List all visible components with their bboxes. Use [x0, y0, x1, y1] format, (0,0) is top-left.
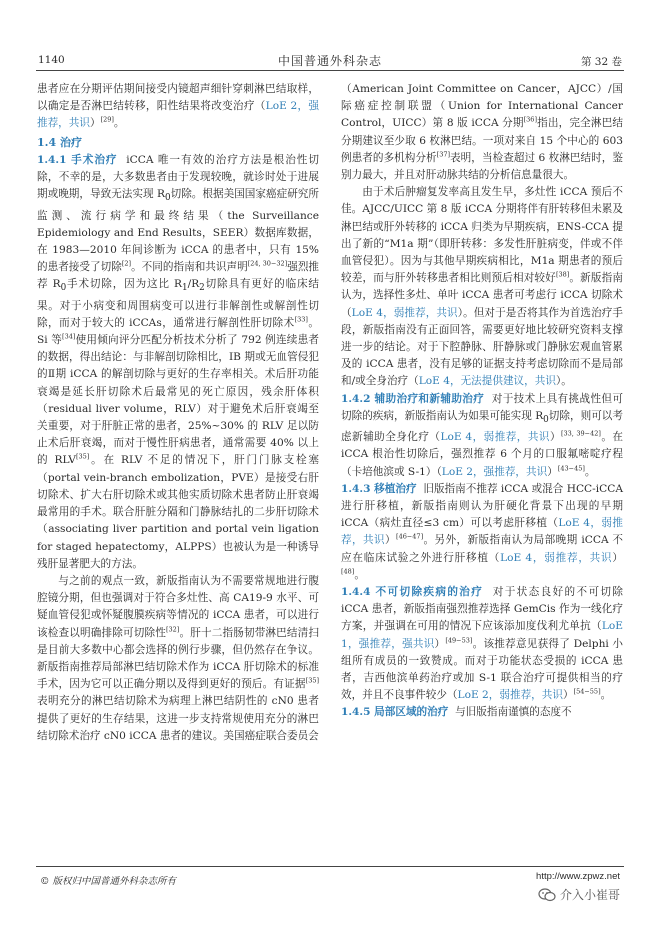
right-column — [341, 81, 623, 722]
subsection-heading: 1.4.3 移植治疗 — [341, 482, 417, 495]
footer-rule — [36, 866, 624, 867]
paragraph: （American Joint Committee on Cancer，AJCC）/国际癌症控制联盟（Union for International Cancer Control，UICC）第 8 版 iCCA 分期[36]指出，完全淋巴结分期建议至少取 6 枚淋巴结。一项对来自 15 个中心的 603 例患者的多机构分析[37]表明，当检查超过 6 枚淋巴结时，鉴别力最大，并且对肝动脉共结的分析信息量很大。 — [341, 83, 623, 182]
watermark — [538, 886, 620, 903]
header-rule — [36, 70, 624, 71]
paragraph: 1.4.5 局部区域的治疗 与旧版指南谨慎的态度不 — [341, 706, 572, 719]
section-heading-1-4: 1.4 治疗 — [37, 135, 82, 149]
paragraph: 与之前的观点一致，新版指南认为不需要常规地进行腹腔镜分期，但也强调对于符合多灶性、高 CA19-9 水平、可疑血管侵犯或怀疑腹膜疾病等情况的 iCCA 患者，可以进行该检查以明确排除可切除性[32]。肝十二指肠韧带淋巴结清扫是目前大多数中心都会选择的例行步骤，但仍然存在争议。新版指南推荐局部淋巴结切除术作为 iCCA 肝切除术的标准手术，因为它可以正确分期以及得到更好的预后。有证据[35]表明充分的淋巴结切除术为病理上淋巴结阴性的 cN0 患者提供了更好的生存结果，这进一步支持常规使用充分的淋巴结切除术治疗 cN0 iCCA 患者的建议。美国癌症联合委员会 — [37, 574, 320, 742]
paragraph: 1.4.1 手术治疗 iCCA 唯一有效的治疗方法是根治性切除，不幸的是，大多数患者由于发现较晚，就诊时处于进展期或晚期，导致无法实现 $R_0$切除。根据美国国家癌症研究所监测、流行病学和最终结果（the Surveillance Epidemiology and End Results，SEER）数据库数据，在 1983—2010 年间诊断为 iCCA 的患者中，只有 15% 的患者接受了切除[2]。不同的指南和共识声明[24, 30−32]强烈推荐 $R_0$手术切除，因为这比 $R_1/R_2$切除具有更好的临床结果。对于小病变和周围病变可以进行非解剖性或解剖性切除，而对于较大的 iCCAs，通常进行解剖性肝切除术[33]。Si 等[34]使用倾向评分匹配分析技术分析了 792 例连续患者的数据，得出结论：与非解剖切除相比，IB 期或无血管侵犯的Ⅱ期 iCCA 的解剖切除与更好的生存率相关。术后肝功能衰竭是延长肝切除术后最常见的死亡原因，残余肝体积（residual liver volume，RLV）对于避免术后肝衰竭至关重要，对于肝脏正常的患者，25%~30% 的 RLV 足以防止术后肝衰竭，而对于慢性肝病患者，通常需要 40% 以上的 RLV[35]。在 RLV 不足的情况下，肝门门脉支栓塞（portal vein-branch embolization，PVE）是接受右肝切除术、扩大右肝切除术或其他实质切除术患者防止肝衰竭最常用的手术。联合肝脏分隔和门静脉结扎的二步肝切除术（associating liver partition and portal vein ligation for staged hepatectomy，ALPPS）也被认为是一种诱导残肝显著肥大的方法。 — [37, 153, 320, 570]
paragraph: 1.4.2 辅助治疗和新辅助治疗 对于技术上具有挑战性但可切除的疾病，新版指南认为如果可能实现 $R_0$切除，则可以考虑新辅助全身化疗（LoE 4，弱推荐，共识）[33, 39−42]。在 iCCA 根治性切除后，强烈推荐 6 个月的口服氟嘧啶疗程（卡培他滨或 S-1）（LoE 2，强推荐，共识）[43−45]。 — [341, 392, 624, 478]
page-number: 1140 — [38, 54, 65, 66]
watermark-text: 介入小崔哥 — [559, 888, 620, 902]
page-header — [0, 0, 660, 75]
paragraph: 由于术后肿瘤复发率高且发生早，多灶性 iCCA 预后不佳。AJCC/UICC 第 8 版 iCCA 分期将伴有肝转移但未累及淋巴结或肝外转移的 iCCA 归类为早期疾病，ENS-CCA 提出了新的“M1a 期”（即肝转移：多发性肝脏病变，伴或不伴血管侵犯）。因为与其他早期疾病相比，M1a 期患者的预后较差，而与肝外转移患者相比则预后相对较好[38]。新版指南认为，选择性多灶、单叶 iCCA 患者可考虑行 iCCA 切除术（LoE 4，弱推荐，共识）。但对于是否将其作为首选治疗手段，新版指南没有正面回答，需要更好地比较研究资料支撑进一步的结论。对于下腔静脉、肝静脉或门静脉宏观血管累及的 iCCA 患者，没有足够的证据支持考虑切除而不是局部和/或全身治疗（LoE 4，无法提供建议，共识）。 — [341, 186, 624, 388]
left-column — [37, 81, 319, 745]
paragraph: 1.4.4 不可切除疾病的治疗 对于状态良好的不可切除 iCCA 患者，新版指南强烈推荐选择 GemCis 作为一线化疗方案，并强调在可用的情况下应该添加度伐利尤单抗（LoE 1，强推荐，强共识）[49−53]。该推荐意见获得了 Delphi 小组所有成员的一致赞成。而对于功能状态受损的 iCCA 患者，吉西他滨单药治疗或加 S-1 联合治疗可提供相当的疗效，并且不良事件较少（LoE 2，弱推荐，共识）[54−55]。 — [341, 586, 623, 702]
journal-url-link[interactable]: http://www.zpwz.net — [536, 871, 620, 882]
copyright-notice: © 版权归中国普通外科杂志所有 — [40, 876, 177, 887]
subsection-heading: 1.4.2 辅助治疗和新辅助治疗 — [341, 392, 485, 405]
wechat-icon — [538, 888, 556, 902]
subsection-heading: 1.4.1 手术治疗 — [37, 153, 118, 166]
subsection-heading: 1.4.4 不可切除疾病的治疗 — [341, 586, 484, 598]
paragraph: 患者应在分期评估期间接受内镜超声细针穿刺淋巴结取样，以确定是否淋巴结转移，阳性结果将改变治疗（LoE 2，强推荐，共识）[29]。 — [37, 83, 319, 130]
volume-label: 第 32 卷 — [580, 56, 622, 68]
journal-title: 中国普通外科杂志 — [277, 54, 382, 68]
subsection-heading: 1.4.5 局部区域的治疗 — [341, 706, 449, 719]
paragraph: 1.4.3 移植治疗 旧版指南不推荐 iCCA 或混合 HCC-iCCA 进行肝移植，新版指南则认为肝硬化背景下出现的早期 iCCA（病灶直径≤3 cm）可以考虑肝移植（LoE 4，弱推荐，共识）[46−47]。另外，新版指南认为局部晚期 iCCA 不应在临床试验之外进行肝移植（LoE 4，弱推荐，共识）[48]。 — [341, 482, 624, 581]
